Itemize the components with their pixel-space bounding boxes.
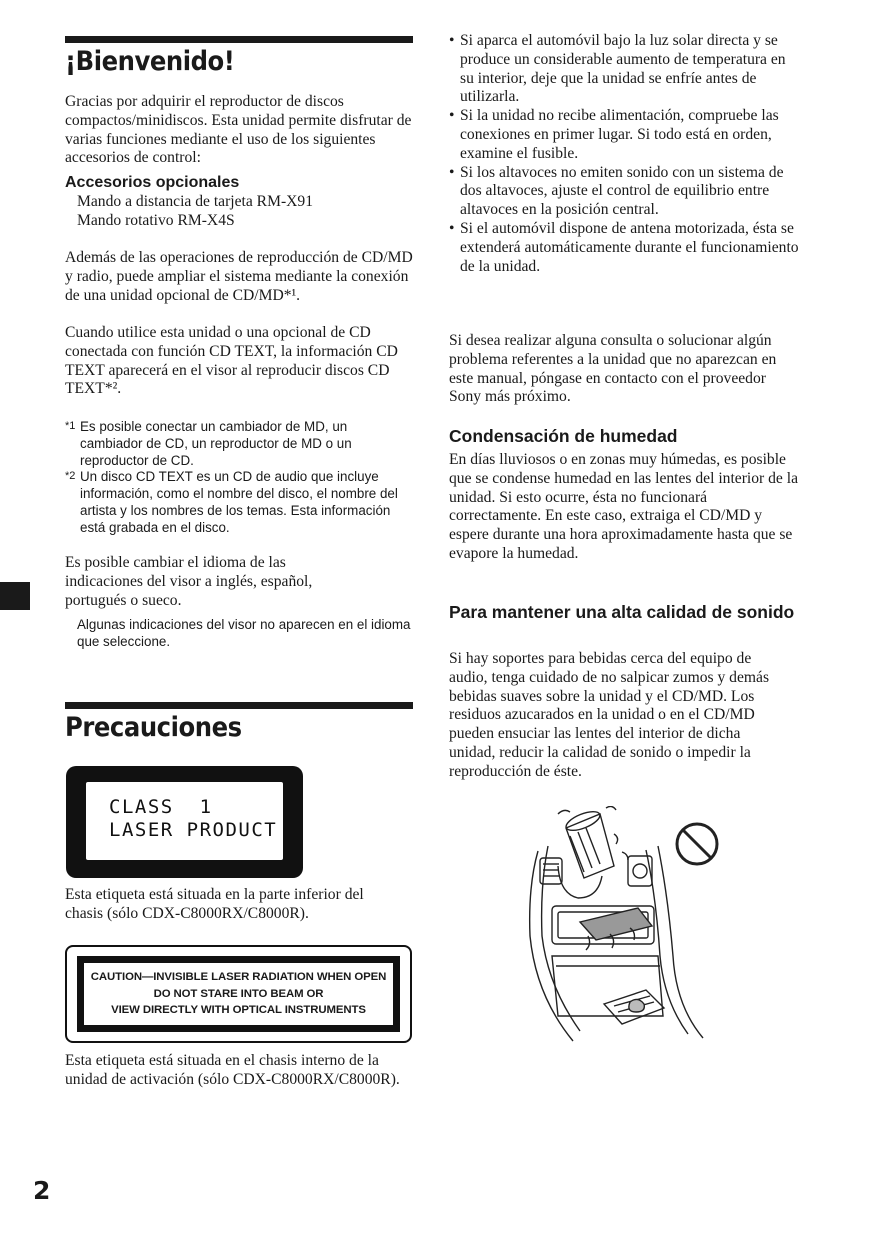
- accessory-item: Mando a distancia de tarjeta RM-X91: [77, 193, 314, 210]
- list-item: • Si la unidad no recibe alimentación, compruebe las conexiones en primer lugar. Si todo está en orden, examine el fusible.: [449, 107, 799, 163]
- page-number: 2: [33, 1176, 51, 1205]
- welcome-title: ¡Bienvenido!: [65, 46, 235, 77]
- section-rule-precautions: [65, 702, 413, 709]
- language-note: Algunas indicaciones del visor no aparecen en el idioma que seleccione.: [77, 617, 411, 649]
- quality-paragraph: Si hay soportes para bebidas cerca del equipo de audio, tenga cuidado de no salpicar zumos y demás bebidas suaves sobre la unidad y el CD/MD. Los residuos azucarados en la unidad o en el CD/MD pueden ensuciar las lentes del interior de dicha unidad, reducir la calidad de sonido o impedir la reproducción de éste.: [449, 650, 770, 780]
- precautions-list: [449, 32, 799, 276]
- laser-product-line: LASER PRODUCT: [109, 819, 278, 841]
- caution-caption: Esta etiqueta está situada en el chasis interno de la unidad de activación (sólo CDX-C8000RX/C8000R).: [65, 1052, 400, 1088]
- footnote-2: [65, 468, 413, 536]
- accessories-heading: Accesorios opcionales: [65, 174, 240, 191]
- class1-line: CLASS 1: [109, 796, 213, 818]
- caution-line: DO NOT STARE INTO BEAM OR: [153, 987, 324, 1000]
- prohibition-icon: [677, 824, 717, 864]
- section-tab-marker: [0, 582, 30, 610]
- caution-label-text: [84, 963, 393, 1025]
- welcome-intro: Gracias por adquirir el reproductor de discos compactos/minidiscos. Esta unidad permite disfrutar de varias funciones mediante el uso de los siguientes accesorios de control:: [65, 93, 412, 167]
- list-item: • Si el automóvil dispone de antena motorizada, ésta se extenderá automáticamente durante el funcionamiento de la unidad.: [449, 220, 799, 276]
- language-paragraph: Es posible cambiar el idioma de las indicaciones del visor a inglés, español, portugués o sueco.: [65, 554, 313, 609]
- class1-label-text: [86, 782, 283, 860]
- footnote-1: [65, 418, 413, 469]
- footnote-text: Un disco CD TEXT es un CD de audio que incluye información, como el nombre del disco, el nombre del artista y los nombres de los temas. Esta información está grabada en el disco.: [80, 469, 398, 535]
- caution-label-border: [77, 956, 400, 1032]
- caution-line: CAUTION—INVISIBLE LASER RADIATION WHEN OPEN: [90, 971, 387, 983]
- class1-caption: Esta etiqueta está situada en la parte inferior del chasis (sólo CDX-C8000RX/C8000R).: [65, 886, 364, 922]
- condensation-paragraph: En días lluviosos o en zonas muy húmedas, es posible que se condense humedad en las lentes del interior de la unidad. Si esto ocurre, ésta no funcionará correctamente. En este caso, extraiga el CD/MD y espere durante una hora aproximadamente hasta que se evapore la humedad.: [449, 451, 799, 562]
- accessory-item: Mando rotativo RM-X4S: [77, 212, 235, 229]
- expand-paragraph: Además de las operaciones de reproducción de CD/MD y radio, puede ampliar el sistema mediante la conexión de una unidad opcional de CD/MD*¹.: [65, 249, 413, 304]
- footnote-text: Es posible conectar un cambiador de MD, un cambiador de CD, un reproductor de MD o un reproductor de CD.: [80, 419, 352, 468]
- condensation-heading: Condensación de humedad: [449, 426, 678, 446]
- footnote-mark: *2: [65, 470, 76, 482]
- precautions-title: Precauciones: [65, 712, 242, 743]
- class1-laser-label: [66, 766, 303, 878]
- list-item: • Si los altavoces no emiten sonido con un sistema de dos altavoces, ajuste el control de equilibrio entre altavoces en la posición central.: [449, 164, 799, 220]
- footnote-mark: *1: [65, 420, 76, 432]
- caution-line: VIEW DIRECTLY WITH OPTICAL INSTRUMENTS: [111, 1004, 366, 1016]
- spilled-drink-illustration: [518, 806, 728, 1042]
- quality-heading: Para mantener una alta calidad de sonido: [449, 602, 795, 622]
- section-rule-welcome: [65, 36, 413, 43]
- contact-paragraph: Si desea realizar alguna consulta o solucionar algún problema referentes a la unidad que no aparezcan en este manual, póngase en contacto con el proveedor Sony más próximo.: [449, 332, 777, 406]
- cdtext-paragraph: Cuando utilice esta unidad o una opcional de CD conectada con función CD TEXT, la información CD TEXT aparecerá en el visor al reproducir discos CD TEXT*².: [65, 324, 398, 398]
- list-item: • Si aparca el automóvil bajo la luz solar directa y se produce un considerable aumento de temperatura en su interior, deje que la unidad se enfríe antes de utilizarla.: [449, 32, 799, 107]
- caution-laser-label: [65, 945, 412, 1043]
